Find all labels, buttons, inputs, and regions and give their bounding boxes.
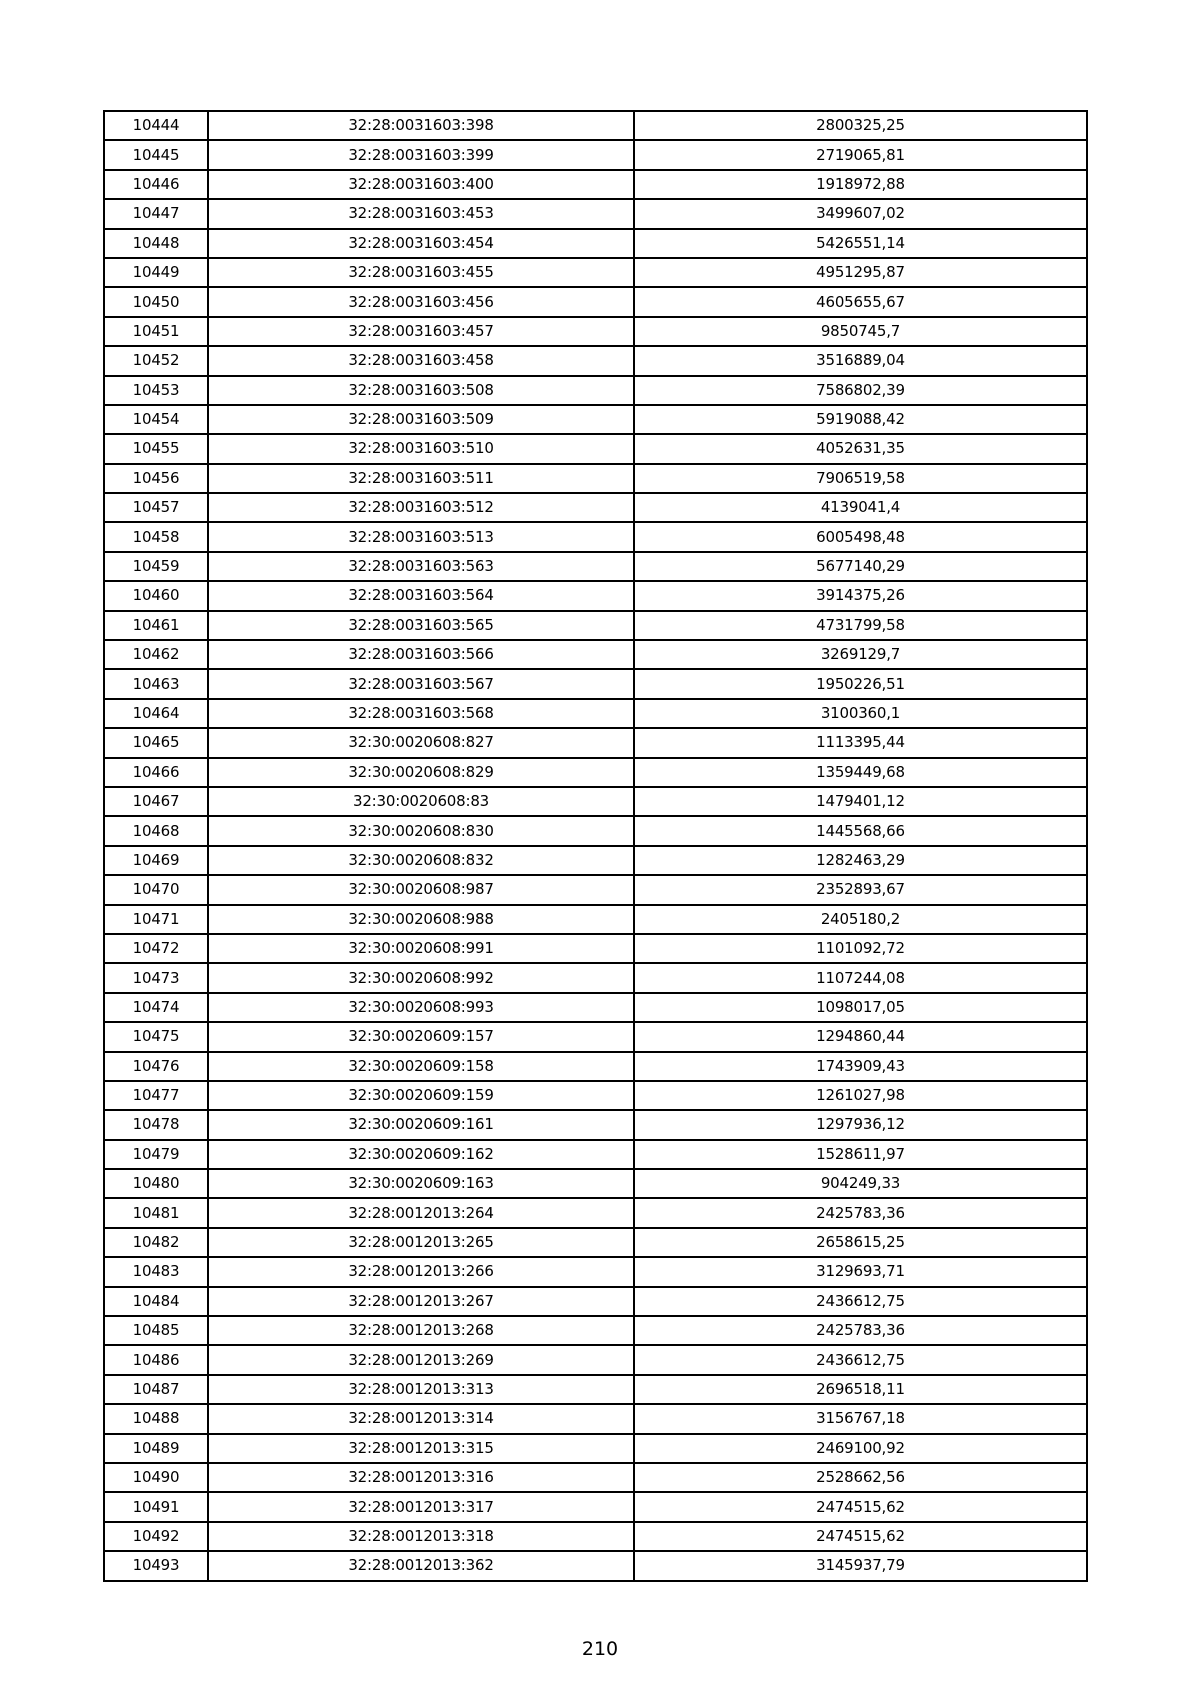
- table-row: [104, 140, 1087, 169]
- row-number-cell: 10462: [104, 640, 208, 669]
- row-number-cell: 10481: [104, 1198, 208, 1227]
- value-cell: 5919088,42: [634, 405, 1087, 434]
- value-cell: 7586802,39: [634, 376, 1087, 405]
- table-row: [104, 581, 1087, 610]
- table-row: [104, 317, 1087, 346]
- table-row: [104, 287, 1087, 316]
- row-number-cell: 10447: [104, 199, 208, 228]
- cadastral-number-cell: 32:30:0020608:830: [208, 816, 634, 845]
- value-cell: 7906519,58: [634, 464, 1087, 493]
- row-number-cell: 10474: [104, 993, 208, 1022]
- table-row: [104, 993, 1087, 1022]
- value-cell: 1528611,97: [634, 1140, 1087, 1169]
- row-number-cell: 10491: [104, 1492, 208, 1521]
- row-number-cell: 10476: [104, 1052, 208, 1081]
- cadastral-number-cell: 32:28:0012013:269: [208, 1345, 634, 1374]
- table-row: [104, 1463, 1087, 1492]
- row-number-cell: 10460: [104, 581, 208, 610]
- value-cell: 1950226,51: [634, 669, 1087, 698]
- table-row: [104, 522, 1087, 551]
- row-number-cell: 10449: [104, 258, 208, 287]
- cadastral-number-cell: 32:30:0020608:827: [208, 728, 634, 757]
- cadastral-number-cell: 32:28:0012013:315: [208, 1434, 634, 1463]
- table-row: [104, 1052, 1087, 1081]
- row-number-cell: 10454: [104, 405, 208, 434]
- value-cell: 2800325,25: [634, 111, 1087, 140]
- cadastral-number-cell: 32:28:0012013:313: [208, 1375, 634, 1404]
- table-row: [104, 1404, 1087, 1433]
- table-row: [104, 405, 1087, 434]
- row-number-cell: 10465: [104, 728, 208, 757]
- value-cell: 1297936,12: [634, 1110, 1087, 1139]
- cadastral-number-cell: 32:30:0020609:159: [208, 1081, 634, 1110]
- cadastral-number-cell: 32:28:0012013:362: [208, 1551, 634, 1580]
- value-cell: 3269129,7: [634, 640, 1087, 669]
- cadastral-number-cell: 32:28:0031603:399: [208, 140, 634, 169]
- table-row: [104, 376, 1087, 405]
- row-number-cell: 10453: [104, 376, 208, 405]
- table-row: [104, 728, 1087, 757]
- value-cell: 3516889,04: [634, 346, 1087, 375]
- row-number-cell: 10483: [104, 1257, 208, 1286]
- table-row: [104, 170, 1087, 199]
- table-row: [104, 1140, 1087, 1169]
- value-cell: 4139041,4: [634, 493, 1087, 522]
- table-row: [104, 1375, 1087, 1404]
- value-cell: 1918972,88: [634, 170, 1087, 199]
- table-row: [104, 1345, 1087, 1374]
- row-number-cell: 10471: [104, 905, 208, 934]
- value-cell: 2528662,56: [634, 1463, 1087, 1492]
- table-row: [104, 1169, 1087, 1198]
- table-row: [104, 1228, 1087, 1257]
- table-row: [104, 199, 1087, 228]
- row-number-cell: 10464: [104, 699, 208, 728]
- table-row: [104, 669, 1087, 698]
- cadastral-number-cell: 32:28:0031603:565: [208, 611, 634, 640]
- cadastral-number-cell: 32:28:0031603:512: [208, 493, 634, 522]
- cadastral-number-cell: 32:28:0031603:513: [208, 522, 634, 551]
- table-body: [104, 111, 1087, 1581]
- value-cell: 2436612,75: [634, 1287, 1087, 1316]
- row-number-cell: 10445: [104, 140, 208, 169]
- table-row: [104, 699, 1087, 728]
- value-cell: 1743909,43: [634, 1052, 1087, 1081]
- cadastral-number-cell: 32:30:0020608:991: [208, 934, 634, 963]
- value-cell: 1101092,72: [634, 934, 1087, 963]
- value-cell: 2352893,67: [634, 875, 1087, 904]
- value-cell: 6005498,48: [634, 522, 1087, 551]
- cadastral-number-cell: 32:28:0031603:457: [208, 317, 634, 346]
- cadastral-number-cell: 32:28:0031603:563: [208, 552, 634, 581]
- cadastral-number-cell: 32:28:0031603:453: [208, 199, 634, 228]
- cadastral-number-cell: 32:28:0031603:566: [208, 640, 634, 669]
- row-number-cell: 10477: [104, 1081, 208, 1110]
- value-cell: 2425783,36: [634, 1198, 1087, 1227]
- data-table: [103, 110, 1088, 1582]
- value-cell: 4605655,67: [634, 287, 1087, 316]
- row-number-cell: 10489: [104, 1434, 208, 1463]
- value-cell: 3499607,02: [634, 199, 1087, 228]
- row-number-cell: 10487: [104, 1375, 208, 1404]
- table-row: [104, 1257, 1087, 1286]
- value-cell: 2469100,92: [634, 1434, 1087, 1463]
- table-row: [104, 229, 1087, 258]
- table-row: [104, 758, 1087, 787]
- value-cell: 4951295,87: [634, 258, 1087, 287]
- value-cell: 1445568,66: [634, 816, 1087, 845]
- cadastral-number-cell: 32:28:0012013:266: [208, 1257, 634, 1286]
- value-cell: 3100360,1: [634, 699, 1087, 728]
- table-row: [104, 1022, 1087, 1051]
- value-cell: 1294860,44: [634, 1022, 1087, 1051]
- value-cell: 1359449,68: [634, 758, 1087, 787]
- value-cell: 1479401,12: [634, 787, 1087, 816]
- cadastral-number-cell: 32:30:0020608:993: [208, 993, 634, 1022]
- value-cell: 3145937,79: [634, 1551, 1087, 1580]
- row-number-cell: 10488: [104, 1404, 208, 1433]
- row-number-cell: 10480: [104, 1169, 208, 1198]
- value-cell: 1261027,98: [634, 1081, 1087, 1110]
- value-cell: 2425783,36: [634, 1316, 1087, 1345]
- value-cell: 2719065,81: [634, 140, 1087, 169]
- cadastral-number-cell: 32:28:0031603:568: [208, 699, 634, 728]
- table-row: [104, 434, 1087, 463]
- table-row: [104, 1110, 1087, 1139]
- cadastral-number-cell: 32:30:0020608:988: [208, 905, 634, 934]
- value-cell: 4052631,35: [634, 434, 1087, 463]
- table-row: [104, 1198, 1087, 1227]
- row-number-cell: 10466: [104, 758, 208, 787]
- table-row: [104, 934, 1087, 963]
- value-cell: 3156767,18: [634, 1404, 1087, 1433]
- cadastral-number-cell: 32:30:0020608:832: [208, 846, 634, 875]
- row-number-cell: 10485: [104, 1316, 208, 1345]
- cadastral-number-cell: 32:28:0012013:268: [208, 1316, 634, 1345]
- cadastral-number-cell: 32:30:0020608:83: [208, 787, 634, 816]
- row-number-cell: 10448: [104, 229, 208, 258]
- row-number-cell: 10479: [104, 1140, 208, 1169]
- value-cell: 2474515,62: [634, 1522, 1087, 1551]
- cadastral-number-cell: 32:28:0031603:455: [208, 258, 634, 287]
- cadastral-number-cell: 32:28:0031603:508: [208, 376, 634, 405]
- row-number-cell: 10472: [104, 934, 208, 963]
- row-number-cell: 10452: [104, 346, 208, 375]
- value-cell: 3914375,26: [634, 581, 1087, 610]
- cadastral-number-cell: 32:30:0020609:158: [208, 1052, 634, 1081]
- row-number-cell: 10451: [104, 317, 208, 346]
- value-cell: 5677140,29: [634, 552, 1087, 581]
- cadastral-number-cell: 32:30:0020608:987: [208, 875, 634, 904]
- row-number-cell: 10490: [104, 1463, 208, 1492]
- row-number-cell: 10463: [104, 669, 208, 698]
- page-number: 210: [581, 1638, 619, 1660]
- table-row: [104, 111, 1087, 140]
- row-number-cell: 10458: [104, 522, 208, 551]
- table-row: [104, 1492, 1087, 1521]
- table-row: [104, 640, 1087, 669]
- cadastral-number-cell: 32:28:0012013:317: [208, 1492, 634, 1521]
- row-number-cell: 10450: [104, 287, 208, 316]
- cadastral-number-cell: 32:28:0012013:264: [208, 1198, 634, 1227]
- row-number-cell: 10461: [104, 611, 208, 640]
- value-cell: 904249,33: [634, 1169, 1087, 1198]
- table-row: [104, 1434, 1087, 1463]
- table-row: [104, 846, 1087, 875]
- row-number-cell: 10470: [104, 875, 208, 904]
- table-row: [104, 258, 1087, 287]
- table-row: [104, 611, 1087, 640]
- row-number-cell: 10457: [104, 493, 208, 522]
- cadastral-number-cell: 32:28:0031603:567: [208, 669, 634, 698]
- row-number-cell: 10482: [104, 1228, 208, 1257]
- table-row: [104, 493, 1087, 522]
- table-row: [104, 346, 1087, 375]
- row-number-cell: 10473: [104, 963, 208, 992]
- cadastral-number-cell: 32:30:0020609:161: [208, 1110, 634, 1139]
- cadastral-number-cell: 32:28:0031603:458: [208, 346, 634, 375]
- row-number-cell: 10456: [104, 464, 208, 493]
- value-cell: 2474515,62: [634, 1492, 1087, 1521]
- value-cell: 1107244,08: [634, 963, 1087, 992]
- cadastral-number-cell: 32:30:0020608:992: [208, 963, 634, 992]
- value-cell: 4731799,58: [634, 611, 1087, 640]
- row-number-cell: 10455: [104, 434, 208, 463]
- table-row: [104, 1522, 1087, 1551]
- cadastral-number-cell: 32:28:0012013:318: [208, 1522, 634, 1551]
- cadastral-number-cell: 32:28:0031603:510: [208, 434, 634, 463]
- value-cell: 9850745,7: [634, 317, 1087, 346]
- row-number-cell: 10475: [104, 1022, 208, 1051]
- row-number-cell: 10478: [104, 1110, 208, 1139]
- table-row: [104, 816, 1087, 845]
- cadastral-number-cell: 32:28:0031603:454: [208, 229, 634, 258]
- row-number-cell: 10444: [104, 111, 208, 140]
- table-row: [104, 1287, 1087, 1316]
- cadastral-number-cell: 32:28:0031603:511: [208, 464, 634, 493]
- row-number-cell: 10484: [104, 1287, 208, 1316]
- value-cell: 2658615,25: [634, 1228, 1087, 1257]
- cadastral-number-cell: 32:30:0020609:157: [208, 1022, 634, 1051]
- cadastral-number-cell: 32:28:0031603:456: [208, 287, 634, 316]
- cadastral-number-cell: 32:30:0020609:162: [208, 1140, 634, 1169]
- table-row: [104, 464, 1087, 493]
- cadastral-number-cell: 32:28:0012013:267: [208, 1287, 634, 1316]
- table-row: [104, 963, 1087, 992]
- table-row: [104, 1316, 1087, 1345]
- cadastral-number-cell: 32:28:0012013:316: [208, 1463, 634, 1492]
- table-row: [104, 905, 1087, 934]
- table-row: [104, 787, 1087, 816]
- row-number-cell: 10446: [104, 170, 208, 199]
- cadastral-number-cell: 32:28:0031603:509: [208, 405, 634, 434]
- cadastral-number-cell: 32:28:0031603:398: [208, 111, 634, 140]
- row-number-cell: 10459: [104, 552, 208, 581]
- cadastral-number-cell: 32:28:0031603:564: [208, 581, 634, 610]
- cadastral-number-cell: 32:28:0012013:265: [208, 1228, 634, 1257]
- row-number-cell: 10469: [104, 846, 208, 875]
- value-cell: 5426551,14: [634, 229, 1087, 258]
- value-cell: 2696518,11: [634, 1375, 1087, 1404]
- row-number-cell: 10486: [104, 1345, 208, 1374]
- value-cell: 1282463,29: [634, 846, 1087, 875]
- value-cell: 1113395,44: [634, 728, 1087, 757]
- table-row: [104, 1551, 1087, 1580]
- table-row: [104, 875, 1087, 904]
- row-number-cell: 10492: [104, 1522, 208, 1551]
- row-number-cell: 10468: [104, 816, 208, 845]
- cadastral-number-cell: 32:28:0031603:400: [208, 170, 634, 199]
- table-row: [104, 1081, 1087, 1110]
- cadastral-number-cell: 32:28:0012013:314: [208, 1404, 634, 1433]
- value-cell: 3129693,71: [634, 1257, 1087, 1286]
- cadastral-number-cell: 32:30:0020609:163: [208, 1169, 634, 1198]
- cadastral-number-cell: 32:30:0020608:829: [208, 758, 634, 787]
- value-cell: 1098017,05: [634, 993, 1087, 1022]
- row-number-cell: 10493: [104, 1551, 208, 1580]
- value-cell: 2436612,75: [634, 1345, 1087, 1374]
- value-cell: 2405180,2: [634, 905, 1087, 934]
- row-number-cell: 10467: [104, 787, 208, 816]
- table-row: [104, 552, 1087, 581]
